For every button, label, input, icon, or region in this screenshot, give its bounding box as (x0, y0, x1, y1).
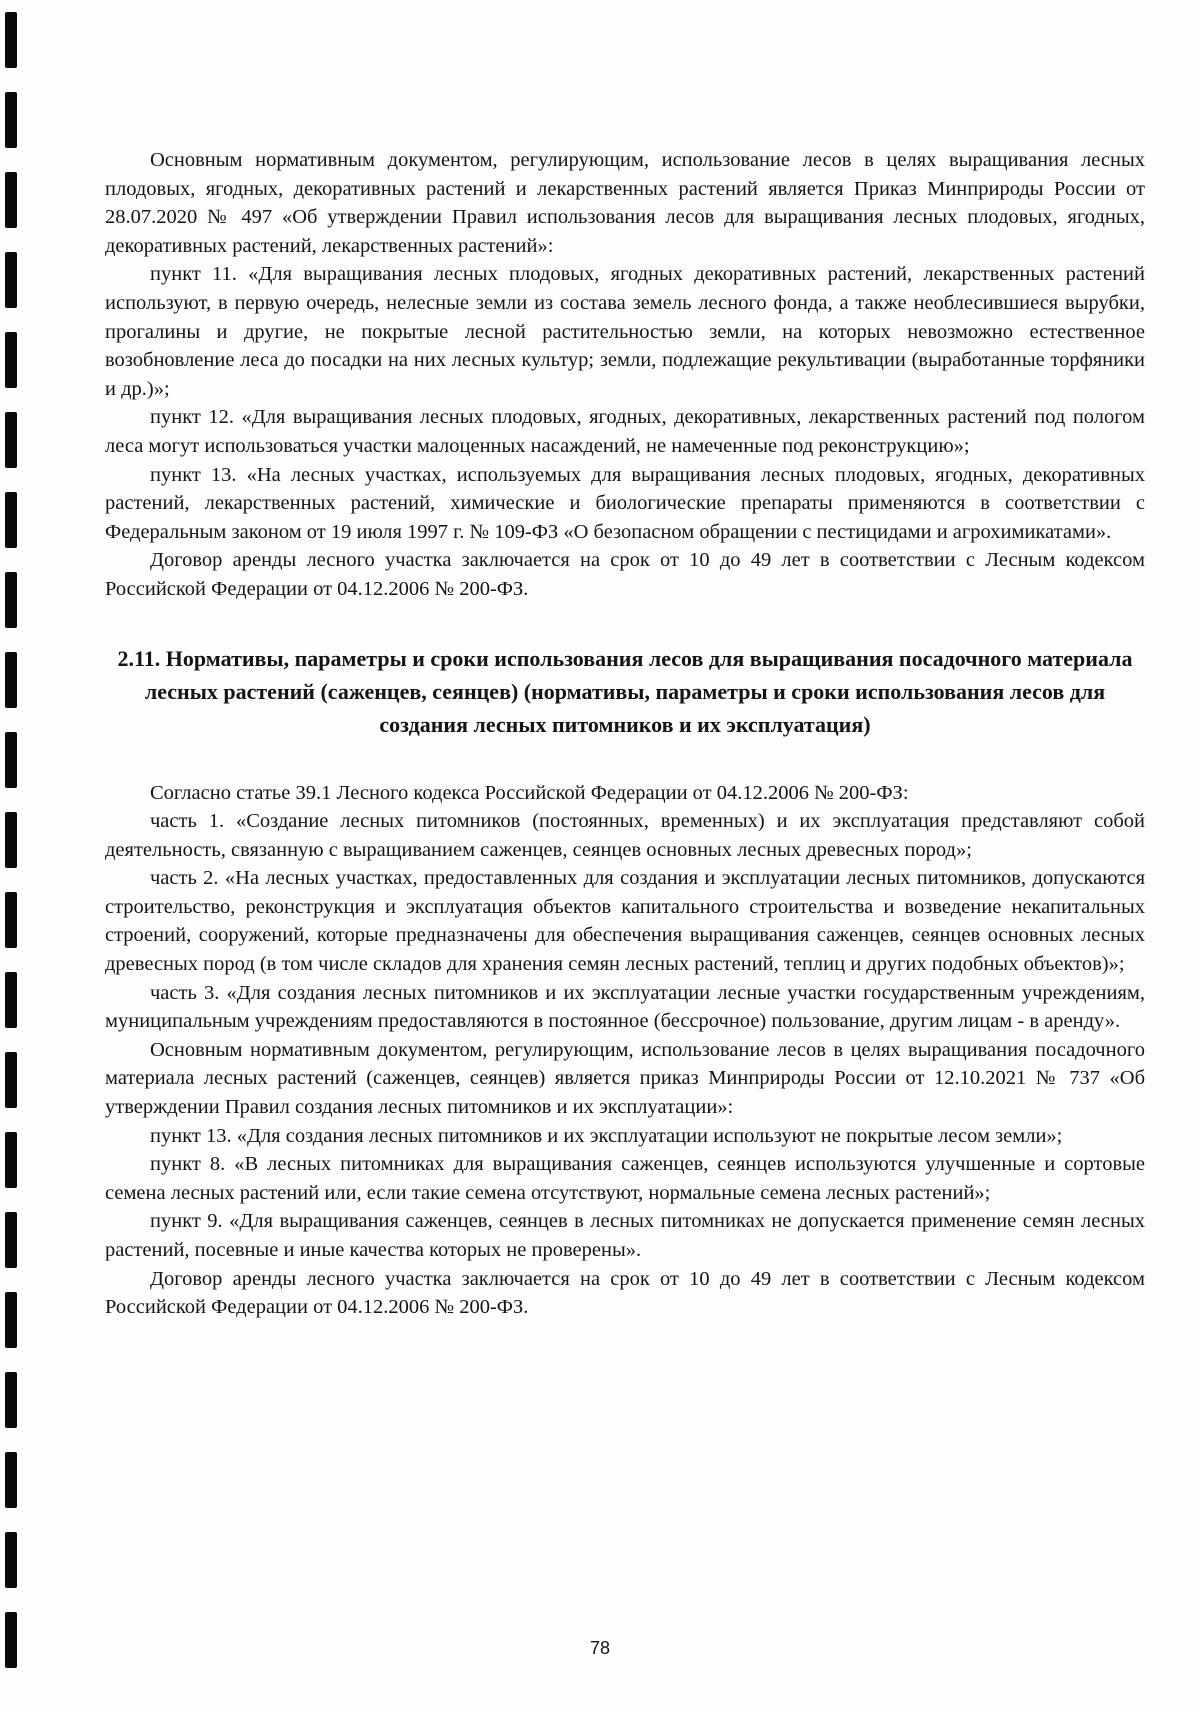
page-number: 78 (589, 1638, 611, 1658)
paragraph: часть 3. «Для создания лесных питомников и их эксплуатации лесные участки государственным учреждениям, муниципальным учреждениям предоставляются в постоянное (бессрочное) пользование, другим лицам - в аренду». (105, 981, 1145, 1033)
binding-hole (5, 332, 17, 388)
binding-hole (5, 1372, 17, 1428)
paragraph: Договор аренды лесного участка заключается на срок от 10 до 49 лет в соответствии с Лесным кодексом Российской Федерации от 04.12.2006 № 200-ФЗ. (105, 549, 1145, 600)
binding-hole (5, 812, 17, 868)
paragraph: Основным нормативным документом, регулирующим, использование лесов в целях выращивания лесных плодовых, ягодных, декоративных растений и лекарственных растений является Приказ Минприроды России от 28.07.2020 № 497 «Об утверждении Правил использования лесов для выращивания лесных плодовых, ягодных, декоративных растений, лекарственных растений»: (105, 149, 1145, 257)
binding-hole (5, 92, 17, 148)
binding-hole (5, 1292, 17, 1348)
binding-hole (5, 172, 17, 228)
page-content (105, 146, 1145, 1322)
binding-hole (5, 12, 17, 68)
binding-hole (5, 972, 17, 1028)
binding-strip (0, 0, 40, 1712)
paragraph: пункт 13. «Для создания лесных питомников и их эксплуатации используют не покрытые лесом земли»; (150, 1124, 1063, 1147)
paragraph: Договор аренды лесного участка заключается на срок от 10 до 49 лет в соответствии с Лесным кодексом Российской Федерации от 04.12.2006 № 200-ФЗ. (105, 1267, 1145, 1319)
paragraph: Основным нормативным документом, регулирующим, использование лесов в целях выращивания посадочного материала лесных растений (саженцев, сеянцев) является приказ Минприроды России от 12.10.2021 № 737 «Об утверждении Правил создания лесных питомников и их эксплуатации»: (105, 1038, 1145, 1119)
binding-hole (5, 1052, 17, 1108)
binding-hole (5, 572, 17, 628)
paragraph: пункт 11. «Для выращивания лесных плодовых, ягодных декоративных растений, лекарственных растений используют, в первую очередь, нелесные земли из состава земель лесного фонда, а также необлесившиеся вырубки, прогалины и другие, не покрытые лесной растительностью земли, на которых невозможно естественное возобновление леса до посадки на них лесных культур; земли, подлежащие рекультивации (выработанные торфяники и др.)»; (105, 263, 1145, 400)
paragraph: пункт 12. «Для выращивания лесных плодовых, ягодных, декоративных, лекарственных растений под пологом леса могут использоваться участки малоценных насаждений, не намеченные под реконструкцию»; (105, 406, 1145, 457)
binding-hole (5, 652, 17, 708)
binding-hole (5, 252, 17, 308)
paragraph: пункт 9. «Для выращивания саженцев, сеянцев в лесных питомниках не допускается применение семян лесных растений, посевные и иные качества которых не проверены». (105, 1210, 1145, 1261)
binding-hole (5, 1452, 17, 1508)
paragraph: Согласно статье 39.1 Лесного кодекса Российской Федерации от 04.12.2006 № 200-ФЗ: (150, 781, 909, 804)
paragraph: часть 2. «На лесных участках, предоставленных для создания и эксплуатации лесных питомников, допускаются строительство, реконструкция и эксплуатация объектов капитального строительства и возведение некапитальных строений, сооружений, которые предназначены для обеспечения выращивания саженцев, сеянцев основных лесных древесных пород (в том числе складов для хранения семян лесных растений, теплиц и других подобных объектов)»; (105, 867, 1145, 976)
binding-hole (5, 1132, 17, 1188)
binding-hole (5, 732, 17, 788)
section-heading: 2.11. Нормативы, параметры и сроки использования лесов для выращивания посадочного материала лесных растений (саженцев, сеянцев) (нормативы, параметры и сроки использования лесов для создания лесных питомников и их эксплуатация) (117, 645, 1133, 737)
paragraph: часть 1. «Создание лесных питомников (постоянных, временных) и их эксплуатация представляют собой деятельность, связанную с выращиванием саженцев, сеянцев основных лесных древесных пород»; (105, 810, 1145, 861)
binding-hole (5, 1212, 17, 1268)
binding-hole (5, 892, 17, 948)
binding-hole (5, 1532, 17, 1588)
paragraph: пункт 13. «На лесных участках, используемых для выращивания лесных плодовых, ягодных, декоративных растений, лекарственных растений, химические и биологические препараты применяются в соответствии с Федеральным законом от 19 июля 1997 г. № 109-ФЗ «О безопасном обращении с пестицидами и агрохимикатами». (105, 463, 1145, 543)
binding-hole (5, 492, 17, 548)
paragraph: пункт 8. «В лесных питомниках для выращивания саженцев, сеянцев используются улучшенные и сортовые семена лесных растений или, если такие семена отсутствуют, нормальные семена лесных растений»; (105, 1153, 1145, 1204)
binding-hole (5, 412, 17, 468)
